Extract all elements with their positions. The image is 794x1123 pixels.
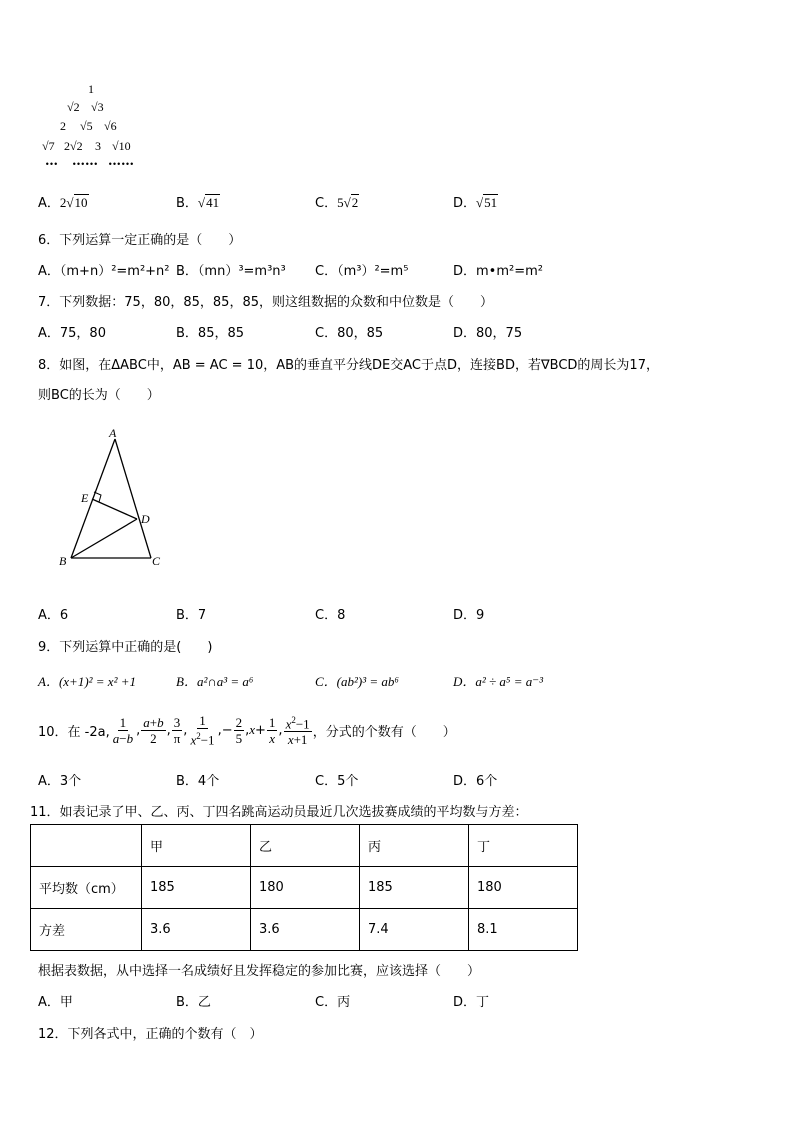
fraction-6: $\frac{1}{x}$: [268, 714, 276, 746]
q8-option-b: B．7: [176, 608, 207, 623]
q8-stem-line1: 8．如图，在ΔABC中，AB = AC = 10，AB的垂直平分线DE交AC于点D，连接BD，若∇BCD的周长为17，: [38, 358, 659, 373]
q11-option-a: A．甲: [38, 995, 73, 1010]
segment-ed: [92, 499, 137, 519]
label-b: B: [59, 554, 67, 568]
option-letter: B．: [176, 196, 198, 211]
table-header-cell: 丁: [469, 825, 578, 867]
triangle-row2-a: √2: [67, 100, 80, 114]
q7-option-b: B．85，85: [176, 326, 245, 341]
q10-option-a: A．3个: [38, 774, 82, 789]
triangle-row1: 1: [88, 82, 94, 96]
q6-stem: 6．下列运算一定正确的是（ ）: [38, 233, 242, 248]
label-e: E: [81, 491, 89, 505]
q8-option-a: A．6: [38, 608, 69, 623]
q10-option-d: D．6个: [453, 774, 498, 789]
q5-option-a: A．2√10: [38, 195, 88, 211]
q6-option-d: D．m•m²=m²: [453, 264, 543, 279]
q5-option-b: B．√41: [176, 195, 220, 211]
triangle-dots-a: …: [45, 154, 58, 169]
fraction-3: $\frac{3}{\pi}$: [173, 714, 181, 746]
option-radicand: 51: [484, 195, 498, 210]
q10-option-b: B．4个: [176, 774, 220, 789]
table-cell: 7.4: [360, 909, 469, 951]
triangle-row3-b: √5: [80, 119, 93, 133]
label-c: C: [152, 554, 161, 568]
q5-option-d: D．√51: [453, 195, 498, 211]
q10-stem: 10．在 -2a, $\frac{1}{a-b}$ , $\frac{a+b}{2}$ , $\frac{3}{\pi}$ , $\frac{1}{x^2-1}$ ,− $\frac{2}{5}$ , x + $\frac{1}{x}$ , $\frac{x^2-1}{x+1}$ ，分式的个数有（ ）: [38, 713, 456, 748]
option-letter: C．: [315, 196, 338, 211]
fraction-5: $\frac{2}{5}$: [235, 714, 243, 746]
triangle-row4-b: 2√2: [64, 139, 83, 153]
table-header-row: [31, 825, 578, 867]
table-cell: 185: [142, 867, 251, 909]
q11-after: 根据表数据，从中选择一名成绩好且发挥稳定的参加比赛，应该选择（ ）: [38, 964, 481, 979]
q8-option-d: D．9: [453, 608, 485, 623]
segment-bd: [71, 519, 137, 558]
q5-option-c: C．5√2: [315, 195, 359, 211]
table-row: [31, 909, 578, 951]
triangle-row4-a: √7: [42, 139, 55, 153]
table-cell: 3.6: [251, 909, 360, 951]
q8-stem-line2: 则BC的长为（ ）: [38, 388, 160, 403]
q11-option-d: D．丁: [453, 995, 490, 1010]
q9-option-d: D．a² ÷ a⁵ = a⁻³: [453, 674, 543, 689]
fraction-2: $\frac{a+b}{2}$: [143, 714, 164, 746]
q10-option-c: C．5个: [315, 774, 359, 789]
option-radicand: 2: [351, 195, 359, 210]
table-cell: 3.6: [142, 909, 251, 951]
q11-option-c: C．丙: [315, 995, 351, 1010]
q7-option-c: C．80，85: [315, 326, 384, 341]
label-d: D: [141, 512, 150, 526]
q7-stem: 7．下列数据：75，80，85，85，85，则这组数据的众数和中位数是（ ）: [38, 295, 493, 310]
triangle-row3-c: √6: [104, 119, 117, 133]
table-cell: 平均数（cm）: [31, 867, 142, 909]
q7-option-d: D．80，75: [453, 326, 523, 341]
table-cell: 8.1: [469, 909, 578, 951]
q10-suffix: ，分式的个数有（ ）: [312, 724, 456, 740]
triangle-row4-c: 3: [95, 139, 101, 153]
table-header-cell: 甲: [142, 825, 251, 867]
side-ab: [71, 439, 115, 558]
option-letter: A．: [38, 196, 60, 211]
q9-option-b: B．a²∩a³ = a⁶: [176, 674, 254, 689]
score-table: [30, 824, 578, 951]
option-coef: 2: [59, 195, 67, 210]
table-header-cell: 乙: [251, 825, 360, 867]
table-cell: 180: [251, 867, 360, 909]
fraction-4: $\frac{1}{x^2-1}$: [190, 713, 215, 748]
option-radicand: 41: [206, 195, 220, 210]
q9-option-a: A．(x+1)² = x² +1: [38, 674, 137, 689]
option-coef: 5: [337, 195, 344, 210]
q9-option-c: C．(ab²)³ = ab⁶: [315, 674, 399, 689]
triangle-dots-c: ……: [108, 154, 134, 169]
table-cell: 方差: [31, 909, 142, 951]
triangle-figure: [55, 424, 175, 574]
q7-option-a: A．75，80: [38, 326, 106, 341]
triangle-row4-d: √10: [112, 139, 131, 153]
side-ac: [115, 439, 151, 558]
q12-stem: 12．下列各式中，正确的个数有（ ）: [38, 1027, 263, 1042]
q11-option-b: B．乙: [176, 995, 211, 1010]
table-cell: 180: [469, 867, 578, 909]
table-cell: 185: [360, 867, 469, 909]
table-header-cell: 丙: [360, 825, 469, 867]
q6-option-c: C．（m³）²=m⁵: [315, 264, 409, 279]
table-header-cell: [31, 825, 142, 867]
fraction-1: $\frac{1}{a-b}$: [112, 714, 134, 746]
q9-stem: 9．下列运算中正确的是( ): [38, 640, 213, 655]
q8-option-c: C．8: [315, 608, 346, 623]
q10-prefix: 10．在 -2a,: [38, 724, 110, 740]
table-row: [31, 867, 578, 909]
option-radicand: 10: [74, 195, 88, 210]
q6-option-b: B．（mn）³=m³n³: [176, 264, 286, 279]
fraction-7: $\frac{x^2-1}{x+1}$: [285, 715, 310, 748]
q11-stem: 11．如表记录了甲、乙、丙、丁四名跳高运动员最近几次选拔赛成绩的平均数与方差：: [30, 805, 528, 820]
triangle-row3-a: 2: [60, 119, 66, 133]
triangle-dots-b: ……: [72, 154, 98, 169]
q6-option-a: A．（m+n）²=m²+n²: [38, 264, 170, 279]
option-letter: D．: [453, 196, 477, 211]
label-a: A: [109, 426, 117, 440]
triangle-row2-b: √3: [91, 100, 104, 114]
